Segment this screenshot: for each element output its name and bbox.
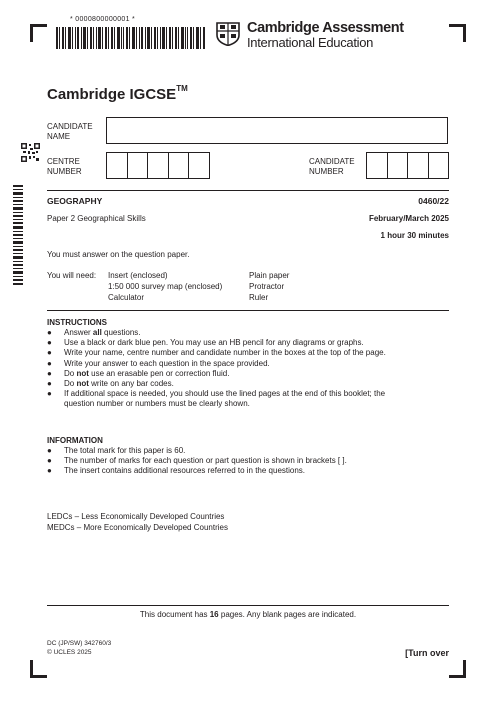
cambridge-crest-icon bbox=[215, 22, 241, 46]
side-barcode bbox=[13, 185, 23, 285]
page-title: Cambridge IGCSE™ bbox=[47, 84, 188, 103]
list-item: ● The number of marks for each question or part question is shown in brackets [ ]. bbox=[47, 456, 347, 466]
crop-mark-top-right-v bbox=[463, 24, 466, 42]
list-item: ● Use a black or dark blue pen. You may use an HB pencil for any diagrams or graphs. bbox=[47, 338, 364, 348]
divider bbox=[47, 605, 449, 606]
brand-subtitle: International Education bbox=[247, 35, 374, 50]
barcode-text: * 0000800000001 * bbox=[70, 16, 136, 23]
candidate-digit-box[interactable] bbox=[367, 153, 388, 178]
crop-mark-bottom-left-v bbox=[30, 660, 33, 678]
centre-digit-box[interactable] bbox=[128, 153, 149, 178]
list-item: ● Do not use an erasable pen or correction fluid. bbox=[47, 368, 230, 378]
centre-number-field[interactable] bbox=[106, 152, 210, 179]
barcode bbox=[56, 27, 206, 49]
material-item: Ruler bbox=[249, 293, 269, 302]
material-item: Calculator bbox=[108, 293, 145, 302]
document-reference: DC (JP/SW) 342760/3 bbox=[47, 640, 112, 647]
instructions-heading: INSTRUCTIONS bbox=[47, 318, 107, 327]
material-item: 1:50 000 survey map (enclosed) bbox=[108, 282, 223, 291]
qr-code-icon bbox=[21, 143, 40, 162]
subject-title: GEOGRAPHY bbox=[47, 196, 103, 206]
candidate-digit-box[interactable] bbox=[408, 153, 429, 178]
material-item: Insert (enclosed) bbox=[108, 271, 168, 280]
page-count-note: This document has 16 pages. Any blank pages are indicated. bbox=[139, 610, 357, 619]
centre-digit-box[interactable] bbox=[169, 153, 190, 178]
list-item: ● The total mark for this paper is 60. bbox=[47, 446, 186, 455]
divider bbox=[47, 190, 449, 191]
exam-session: February/March 2025 bbox=[368, 214, 449, 223]
answer-note: You must answer on the question paper. bbox=[47, 250, 190, 259]
information-list bbox=[47, 446, 447, 477]
paper-name: Paper 2 Geographical Skills bbox=[47, 214, 146, 223]
turn-over-label: [Turn over bbox=[405, 648, 449, 658]
material-item: Protractor bbox=[249, 282, 285, 291]
information-heading: INFORMATION bbox=[47, 436, 103, 445]
candidate-number-label: CANDIDATE NUMBER bbox=[309, 157, 355, 176]
list-item: ● If additional space is needed, you should use the lined pages at the end of this booklet; the question number or numbers must be clearly shown. bbox=[47, 389, 386, 409]
crop-mark-bottom-right-v bbox=[463, 660, 466, 678]
divider bbox=[47, 310, 449, 311]
brand-name: Cambridge Assessment bbox=[247, 20, 404, 36]
centre-number-label: CENTRE NUMBER bbox=[47, 157, 82, 176]
you-will-need-label: You will need: bbox=[47, 271, 97, 280]
candidate-number-field[interactable] bbox=[366, 152, 449, 179]
glossary-item: LEDCs – Less Economically Developed Countries bbox=[47, 512, 225, 521]
material-item: Plain paper bbox=[249, 271, 290, 280]
instructions-list bbox=[47, 328, 407, 410]
centre-digit-box[interactable] bbox=[148, 153, 169, 178]
list-item: ● Write your answer to each question in the space provided. bbox=[47, 358, 270, 368]
list-item: ● Write your name, centre number and candidate number in the boxes at the top of the page. bbox=[47, 348, 386, 358]
list-item: ● The insert contains additional resources referred to in the questions. bbox=[47, 466, 306, 476]
candidate-digit-box[interactable] bbox=[429, 153, 450, 178]
candidate-name-field[interactable] bbox=[106, 117, 448, 144]
list-item: ● Answer all questions. bbox=[47, 328, 141, 337]
centre-digit-box[interactable] bbox=[107, 153, 128, 178]
copyright: © UCLES 2025 bbox=[47, 649, 92, 656]
glossary-item: MEDCs – More Economically Developed Countries bbox=[47, 523, 228, 532]
candidate-name-label: CANDIDATE NAME bbox=[47, 122, 93, 141]
candidate-digit-box[interactable] bbox=[388, 153, 409, 178]
list-item: ● Do not write on any bar codes. bbox=[47, 379, 174, 389]
exam-duration: 1 hour 30 minutes bbox=[380, 231, 449, 240]
paper-code: 0460/22 bbox=[418, 196, 449, 206]
crop-mark-top-left-v bbox=[30, 24, 33, 42]
centre-digit-box[interactable] bbox=[189, 153, 210, 178]
